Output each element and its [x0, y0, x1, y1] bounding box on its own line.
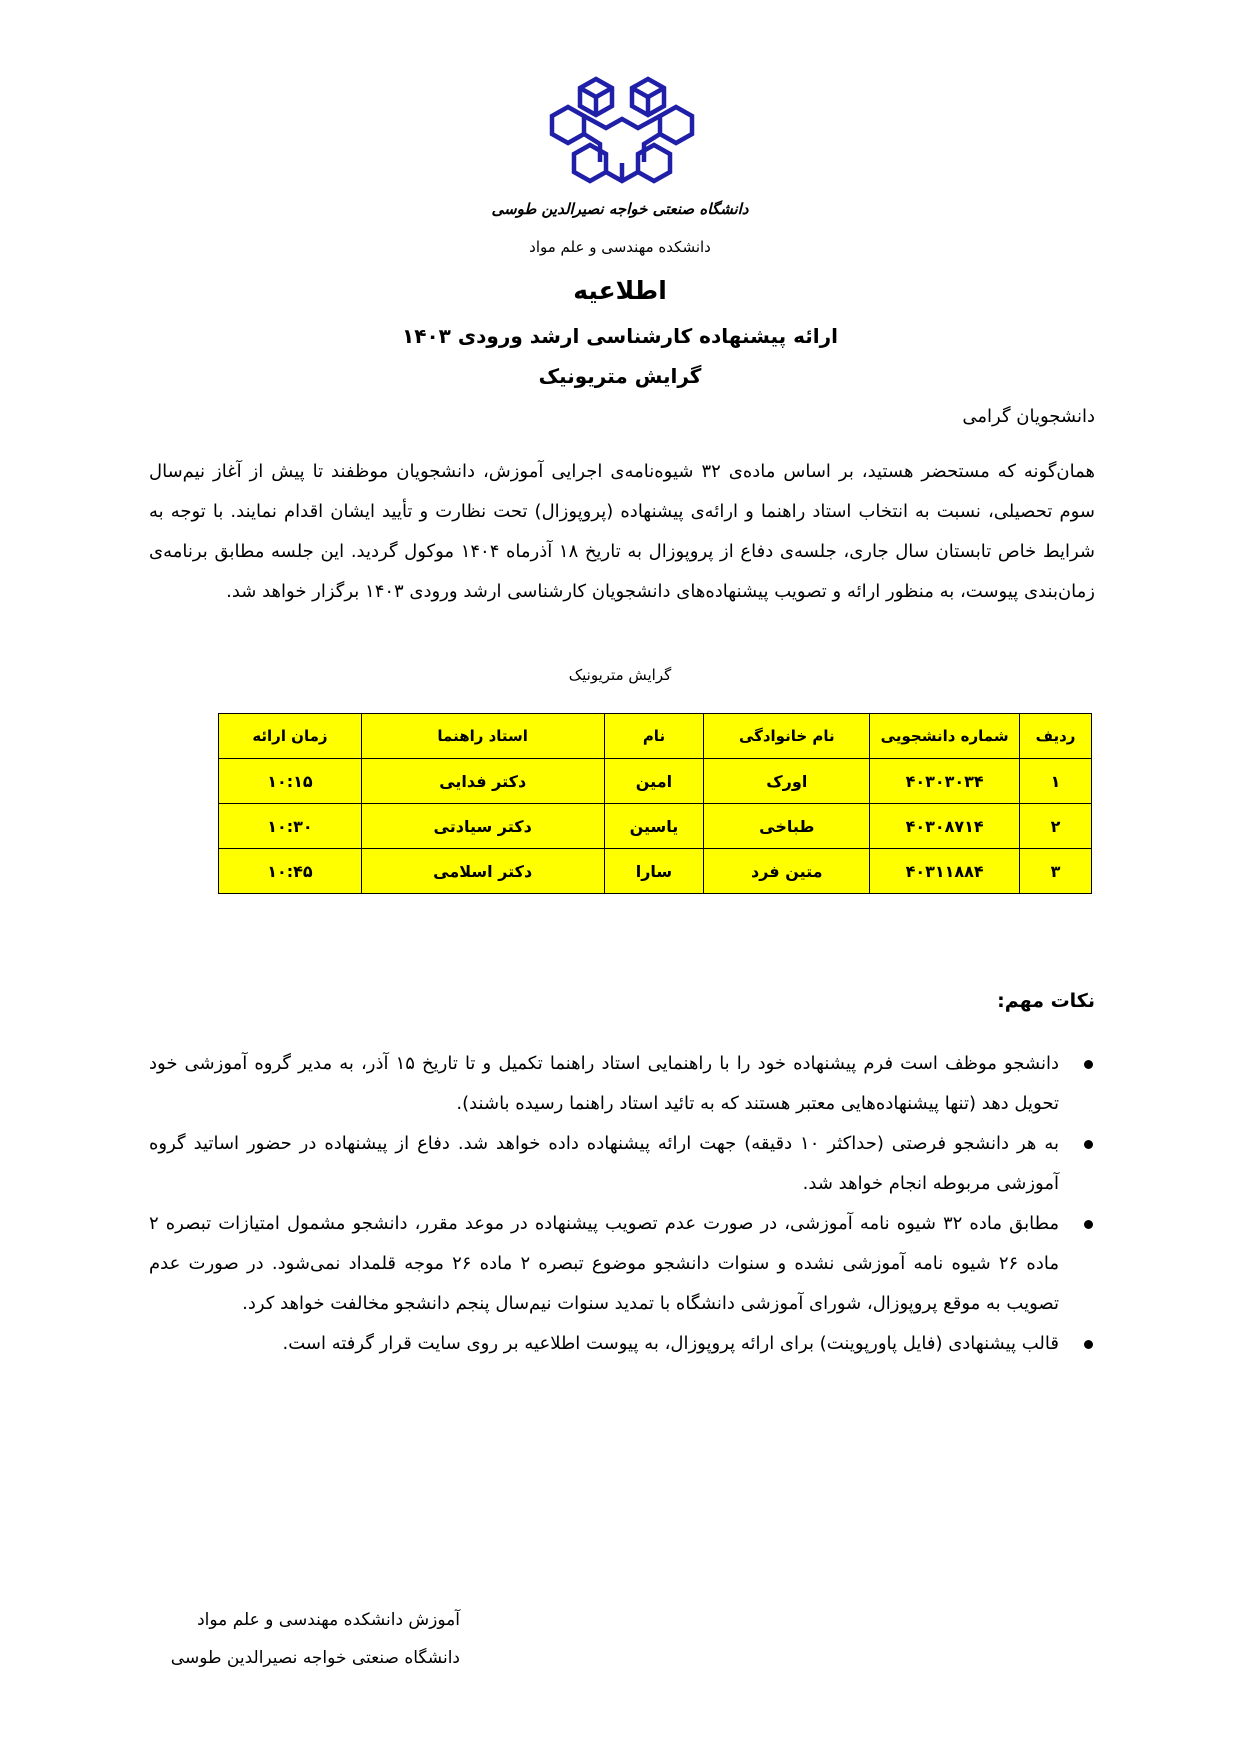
table-cell: یاسین — [604, 804, 704, 849]
bullet-icon — [1084, 1220, 1093, 1229]
table-cell: ۳ — [1020, 849, 1092, 894]
table-row — [219, 804, 1092, 849]
table-row — [219, 849, 1092, 894]
note-text: به هر دانشجو فرصتی (حداکثر ۱۰ دقیقه) جهت ارائه پیشنهاده داده خواهد شد. دفاع از پیشنهاده در حضور اساتید گروه آموزشی مربوطه انجام خواهد شد. — [149, 1133, 1059, 1194]
table-cell: ۴۰۳۰۸۷۱۴ — [870, 804, 1020, 849]
bullet-icon — [1084, 1340, 1093, 1349]
table-cell: دکتر اسلامی — [361, 849, 604, 894]
notes-title: نکات مهم: — [997, 990, 1095, 1012]
table-cell: ۱۰:۱۵ — [219, 759, 362, 804]
table-cell: ۱ — [1020, 759, 1092, 804]
list-item — [149, 1204, 1095, 1324]
note-text: مطابق ماده ۳۲ شیوه نامه آموزشی، در صورت عدم تصویب پیشنهاده در موعد مقرر، دانشجو مشمول امتیازات تبصره ۲ ماده ۲۶ شیوه نامه آموزشی نشده و سنوات دانشجو موضوع تبصره ۲ ماده ۲۶ موجه قلمداد نمی‌شود. در صورت عدم تصویب به موقع پروپوزال، شورای آموزشی دانشگاه با تمدید سنوات نیم‌سال پنجم دانشجو مخالفت خواهد کرد. — [149, 1213, 1060, 1314]
branch-title: گرایش متریونیک — [538, 364, 702, 388]
header-cell: زمان ارائه — [219, 714, 362, 759]
header-cell: ردیف — [1020, 714, 1092, 759]
table-header-row — [219, 714, 1092, 759]
table-cell: سارا — [604, 849, 704, 894]
table-cell: متین فرد — [704, 849, 870, 894]
table-cell: ۲ — [1020, 804, 1092, 849]
table-cell: دکتر سیادتی — [361, 804, 604, 849]
table-cell: ۴۰۳۰۳۰۳۴ — [870, 759, 1020, 804]
greeting: دانشجویان گرامی — [962, 406, 1095, 427]
faculty-name: دانشکده مهندسی و علم مواد — [529, 238, 711, 256]
list-item — [149, 1124, 1095, 1204]
table-cell: ۱۰:۳۰ — [219, 804, 362, 849]
university-name-script: دانشگاه صنعتی خواجه نصیرالدین طوسی — [491, 200, 749, 218]
bullet-icon — [1084, 1060, 1093, 1069]
table-caption: گرایش متریونیک — [568, 666, 672, 684]
table-cell: دکتر فدایی — [361, 759, 604, 804]
footer-university: دانشگاه صنعتی خواجه نصیرالدین طوسی — [170, 1648, 460, 1668]
header-cell: استاد راهنما — [361, 714, 604, 759]
header-cell: نام — [604, 714, 704, 759]
table-cell: اورک — [704, 759, 870, 804]
bullet-icon — [1084, 1140, 1093, 1149]
intro-paragraph: همان‌گونه که مستحضر هستید، بر اساس ماده‌ی ۳۲ شیوه‌نامه‌ی اجرایی آموزش، دانشجویان موظفند تا پیش از آغاز نیم‌سال سوم تحصیلی، نسبت به انتخاب استاد راهنما و ارائه‌ی پیشنهاده (پروپوزال) تحت نظارت و تأیید ایشان اقدام نمایند. با توجه به شرایط خاص تابستان سال جاری، جلسه‌ی دفاع از پروپوزال به تاریخ ۱۸ آذرماه ۱۴۰۴ موکول گردید. این جلسه مطابق برنامه‌ی زمان‌بندی پیوست، به منظور ارائه و تصویب پیشنهاده‌های دانشجویان کارشناسی ارشد ورودی ۱۴۰۳ برگزار خواهد شد. — [149, 461, 1095, 602]
table-cell: ۴۰۳۱۱۸۸۴ — [870, 849, 1020, 894]
list-item — [149, 1044, 1095, 1124]
table-cell: امین — [604, 759, 704, 804]
university-logo-icon — [548, 74, 696, 192]
page-title: اطلاعیه — [573, 276, 667, 305]
table-cell: طباخی — [704, 804, 870, 849]
notes-list — [149, 1044, 1095, 1364]
table-row — [219, 759, 1092, 804]
list-item — [149, 1324, 1095, 1364]
header-cell: نام خانوادگی — [704, 714, 870, 759]
note-text: دانشجو موظف است فرم پیشنهاده خود را با راهنمایی استاد راهنما تکمیل و تا تاریخ ۱۵ آذر، به مدیر گروه آموزشی خود تحویل دهد (تنها پیشنهاده‌هایی معتبر هستند که به تائید استاد راهنما رسیده باشند). — [149, 1053, 1060, 1114]
table-cell: ۱۰:۴۵ — [219, 849, 362, 894]
header-cell: شماره دانشجویی — [870, 714, 1020, 759]
note-text: قالب پیشنهادی (فایل پاورپوینت) برای ارائه پروپوزال، به پیوست اطلاعیه بر روی سایت قرار گرفته است. — [282, 1333, 1059, 1354]
footer-office: آموزش دانشکده مهندسی و علم مواد — [197, 1610, 460, 1630]
schedule-table — [218, 713, 1092, 894]
page-subtitle: ارائه پیشنهاده کارشناسی ارشد ورودی ۱۴۰۳ — [402, 324, 838, 348]
